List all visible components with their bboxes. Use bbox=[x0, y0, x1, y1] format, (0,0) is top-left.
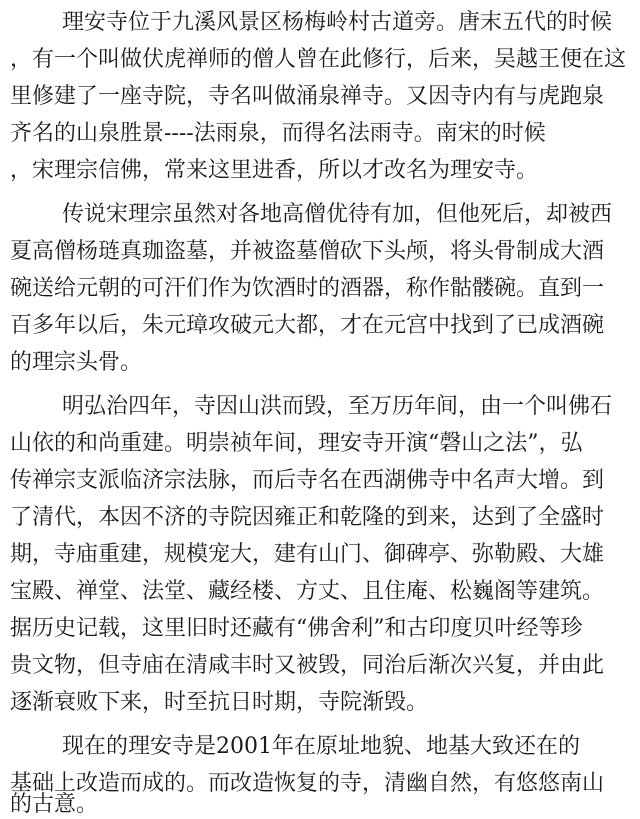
p3-line-4: 了清代，本因不济的寺院因雍正和乾隆的到来，达到了全盛时 bbox=[10, 505, 605, 530]
p2-line-1: 传说宋理宗虽然对各地高僧优待有加，但他死后，却被西 bbox=[62, 202, 613, 227]
p3-line-3: 传禅宗支派临济宗法脉，而后寺名在西湖佛寺中名声大增。到 bbox=[10, 468, 605, 493]
p4-line-1: 现在的理安寺是2001年在原址地貌、地基大致还在的 bbox=[62, 734, 580, 759]
p2-line-2: 夏高僧杨琏真珈盗墓，并被盗墓僧砍下头颅，将头骨制成大酒 bbox=[10, 239, 605, 264]
p1-line-4: 齐名的山泉胜景----法雨泉，而得名法雨寺。南宋的时候 bbox=[10, 121, 546, 146]
p2-line-3: 碗送给元朝的可汗们作为饮酒时的酒器，称作骷髅碗。直到一 bbox=[10, 276, 605, 301]
p4-line-3: 的古意。 bbox=[10, 792, 99, 817]
p3-line-8: 贵文物，但寺庙在清咸丰时又被毁，同治后渐次兴复，并由此 bbox=[10, 653, 605, 678]
p1-line-2: ，有一个叫做伏虎禅师的僧人曾在此修行，后来，吴越王便在这 bbox=[10, 47, 627, 72]
p3-line-9: 逐渐衰败下来，时至抗日时期，寺院渐毁。 bbox=[10, 690, 429, 715]
p1-line-3: 里修建了一座寺院，寺名叫做涌泉禅寺。又因寺内有与虎跑泉 bbox=[10, 84, 605, 109]
p3-line-6: 宝殿、禅堂、法堂、藏经楼、方丈、且住庵、松巍阁等建筑。 bbox=[10, 579, 605, 604]
p3-line-1: 明弘治四年，寺因山洪而毁，至万历年间，由一个叫佛石 bbox=[62, 394, 613, 419]
p3-line-5: 期，寺庙重建，规模宠大，建有山门、御碑亭、弥勒殿、大雄 bbox=[10, 542, 605, 567]
p2-line-5: 的理宗头骨。 bbox=[10, 350, 143, 375]
p3-line-7: 据历史记载，这里旧时还藏有“佛舍利”和古印度贝叶经等珍 bbox=[10, 616, 583, 641]
p1-line-1: 理安寺位于九溪风景区杨梅岭村古道旁。唐末五代的时候 bbox=[62, 10, 613, 35]
p3-line-2: 山依的和尚重建。明崇祯年间，理安寺开演“磬山之法”，弘 bbox=[10, 431, 583, 456]
p4-line-2: 基础上改造而成的。而改造恢复的寺，清幽自然，有悠悠南山 bbox=[10, 771, 605, 796]
p2-line-4: 百多年以后，朱元璋攻破元大都，才在元宫中找到了已成酒碗 bbox=[10, 313, 605, 338]
p1-line-5: ，宋理宗信佛，常来这里进香，所以才改名为理安寺。 bbox=[10, 158, 539, 183]
